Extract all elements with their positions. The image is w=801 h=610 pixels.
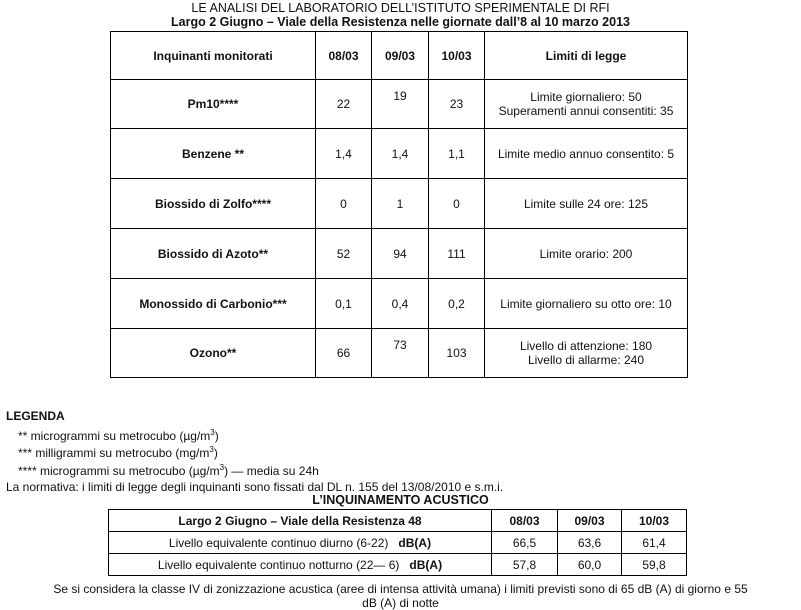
pollutant-name: Monossido di Carbonio***: [111, 279, 316, 329]
table-header-row: [111, 32, 688, 80]
value-cell: 0: [316, 179, 372, 229]
legend-sup: 3: [210, 428, 215, 437]
value-text: 19: [393, 89, 407, 103]
value-cell: 61,4: [622, 532, 687, 554]
col-header-date-1: 08/03: [316, 32, 372, 80]
legend-item: [18, 461, 319, 478]
legend-text: ) — media su 24h: [224, 464, 319, 478]
table-row: [109, 554, 687, 576]
value-cell: 59,8: [622, 554, 687, 576]
table-row: [111, 80, 688, 129]
value-cell: 0,2: [429, 279, 485, 329]
col-header-date-2: 09/03: [372, 32, 429, 80]
level-label-cell: [109, 532, 492, 554]
pollutant-name: Ozono**: [111, 329, 316, 378]
value-cell: 52: [316, 229, 372, 279]
footer-note: [0, 582, 801, 610]
value-cell: 103: [429, 329, 485, 378]
value-cell: 63,6: [558, 532, 622, 554]
pollutant-name: Benzene **: [111, 129, 316, 179]
legend-text: **** microgrammi su metrocubo (µg/m: [18, 464, 220, 478]
col-header-date-3: 10/03: [429, 32, 485, 80]
value-cell: [372, 80, 429, 129]
table-row: [111, 179, 688, 229]
value-cell: 1,1: [429, 129, 485, 179]
footer-line: dB (A) di notte: [362, 596, 439, 610]
value-cell: 57,8: [492, 554, 558, 576]
value-text: 73: [393, 338, 407, 352]
col-header-location: Largo 2 Giugno – Viale della Resistenza 48: [109, 510, 492, 532]
legend-sup: 3: [209, 445, 214, 454]
legend-item: [18, 426, 219, 443]
value-cell: 22: [316, 80, 372, 129]
table-row: [111, 229, 688, 279]
report-title: LE ANALISI DEL LABORATORIO DELL’ISTITUTO SPERIMENTALE DI RFI: [191, 1, 610, 15]
level-label: Livello equivalente continuo diurno (6-22): [168, 535, 389, 550]
limit-cell: [485, 80, 688, 129]
limit-line: Livello di allarme: 240: [527, 353, 645, 367]
level-unit: dB(A): [398, 535, 432, 550]
limit-cell: Limite giornaliero su otto ore: 10: [485, 279, 688, 329]
value-cell: 23: [429, 80, 485, 129]
table-row: [111, 329, 688, 378]
limit-line: Limite giornaliero: 50: [530, 90, 642, 104]
col-header-pollutant: Inquinanti monitorati: [111, 32, 316, 80]
legend-text: ): [214, 429, 219, 443]
value-cell: 1: [372, 179, 429, 229]
value-cell: 66,5: [492, 532, 558, 554]
table-header-row: [109, 510, 687, 532]
limit-cell: Limite orario: 200: [485, 229, 688, 279]
col-header-limits: Limiti di legge: [485, 32, 688, 80]
value-cell: 1,4: [316, 129, 372, 179]
footer-line: Se si considera la classe IV di zonizzazione acustica (aree di intensa attività umana) i limiti previsti sono di 65 dB (A) di giorno e 55: [53, 582, 748, 596]
legend-text: *** milligrammi su metrocubo (mg/m: [18, 446, 210, 460]
legend-text: ): [213, 446, 218, 460]
col-header-date-2: 09/03: [558, 510, 622, 532]
acoustic-title: L’INQUINAMENTO ACUSTICO: [312, 493, 489, 507]
table-row: [111, 129, 688, 179]
legend-title: LEGENDA: [6, 409, 65, 423]
legend-sup: 3: [219, 463, 225, 472]
value-cell: 0,1: [316, 279, 372, 329]
pollutant-name: Biossido di Azoto**: [111, 229, 316, 279]
limit-cell: Limite medio annuo consentito: 5: [485, 129, 688, 179]
table-row: [111, 279, 688, 329]
legend-item: [18, 443, 218, 460]
limit-line: Livello di attenzione: 180: [519, 339, 653, 353]
value-cell: 1,4: [372, 129, 429, 179]
table-row: [109, 532, 687, 554]
report-subtitle: Largo 2 Giugno – Viale della Resistenza nelle giornate dall’8 al 10 marzo 2013: [171, 15, 630, 29]
level-label: Livello equivalente continuo notturno (22— 6): [157, 557, 400, 572]
value-cell: 60,0: [558, 554, 622, 576]
value-cell: 94: [372, 229, 429, 279]
normativa-note: La normativa: i limiti di legge degli inquinanti sono fissati dal DL n. 155 del 13/08/2010 e s.m.i.: [6, 480, 504, 494]
value-cell: 66: [316, 329, 372, 378]
value-cell: [372, 329, 429, 378]
legend-text: ** microgrammi su metrocubo (µg/m: [18, 429, 211, 443]
pollutant-name: Biossido di Zolfo****: [111, 179, 316, 229]
level-label-cell: [109, 554, 492, 576]
value-cell: 0: [429, 179, 485, 229]
col-header-date-3: 10/03: [622, 510, 687, 532]
acoustic-table: [108, 509, 687, 576]
limit-cell: Limite sulle 24 ore: 125: [485, 179, 688, 229]
level-unit: dB(A): [409, 557, 443, 572]
pollutants-table: [110, 31, 688, 378]
pollutant-name: Pm10****: [111, 80, 316, 129]
value-cell: 0,4: [372, 279, 429, 329]
limit-cell: [485, 329, 688, 378]
value-cell: 111: [429, 229, 485, 279]
col-header-date-1: 08/03: [492, 510, 558, 532]
limit-line: Superamenti annui consentiti: 35: [498, 104, 674, 118]
